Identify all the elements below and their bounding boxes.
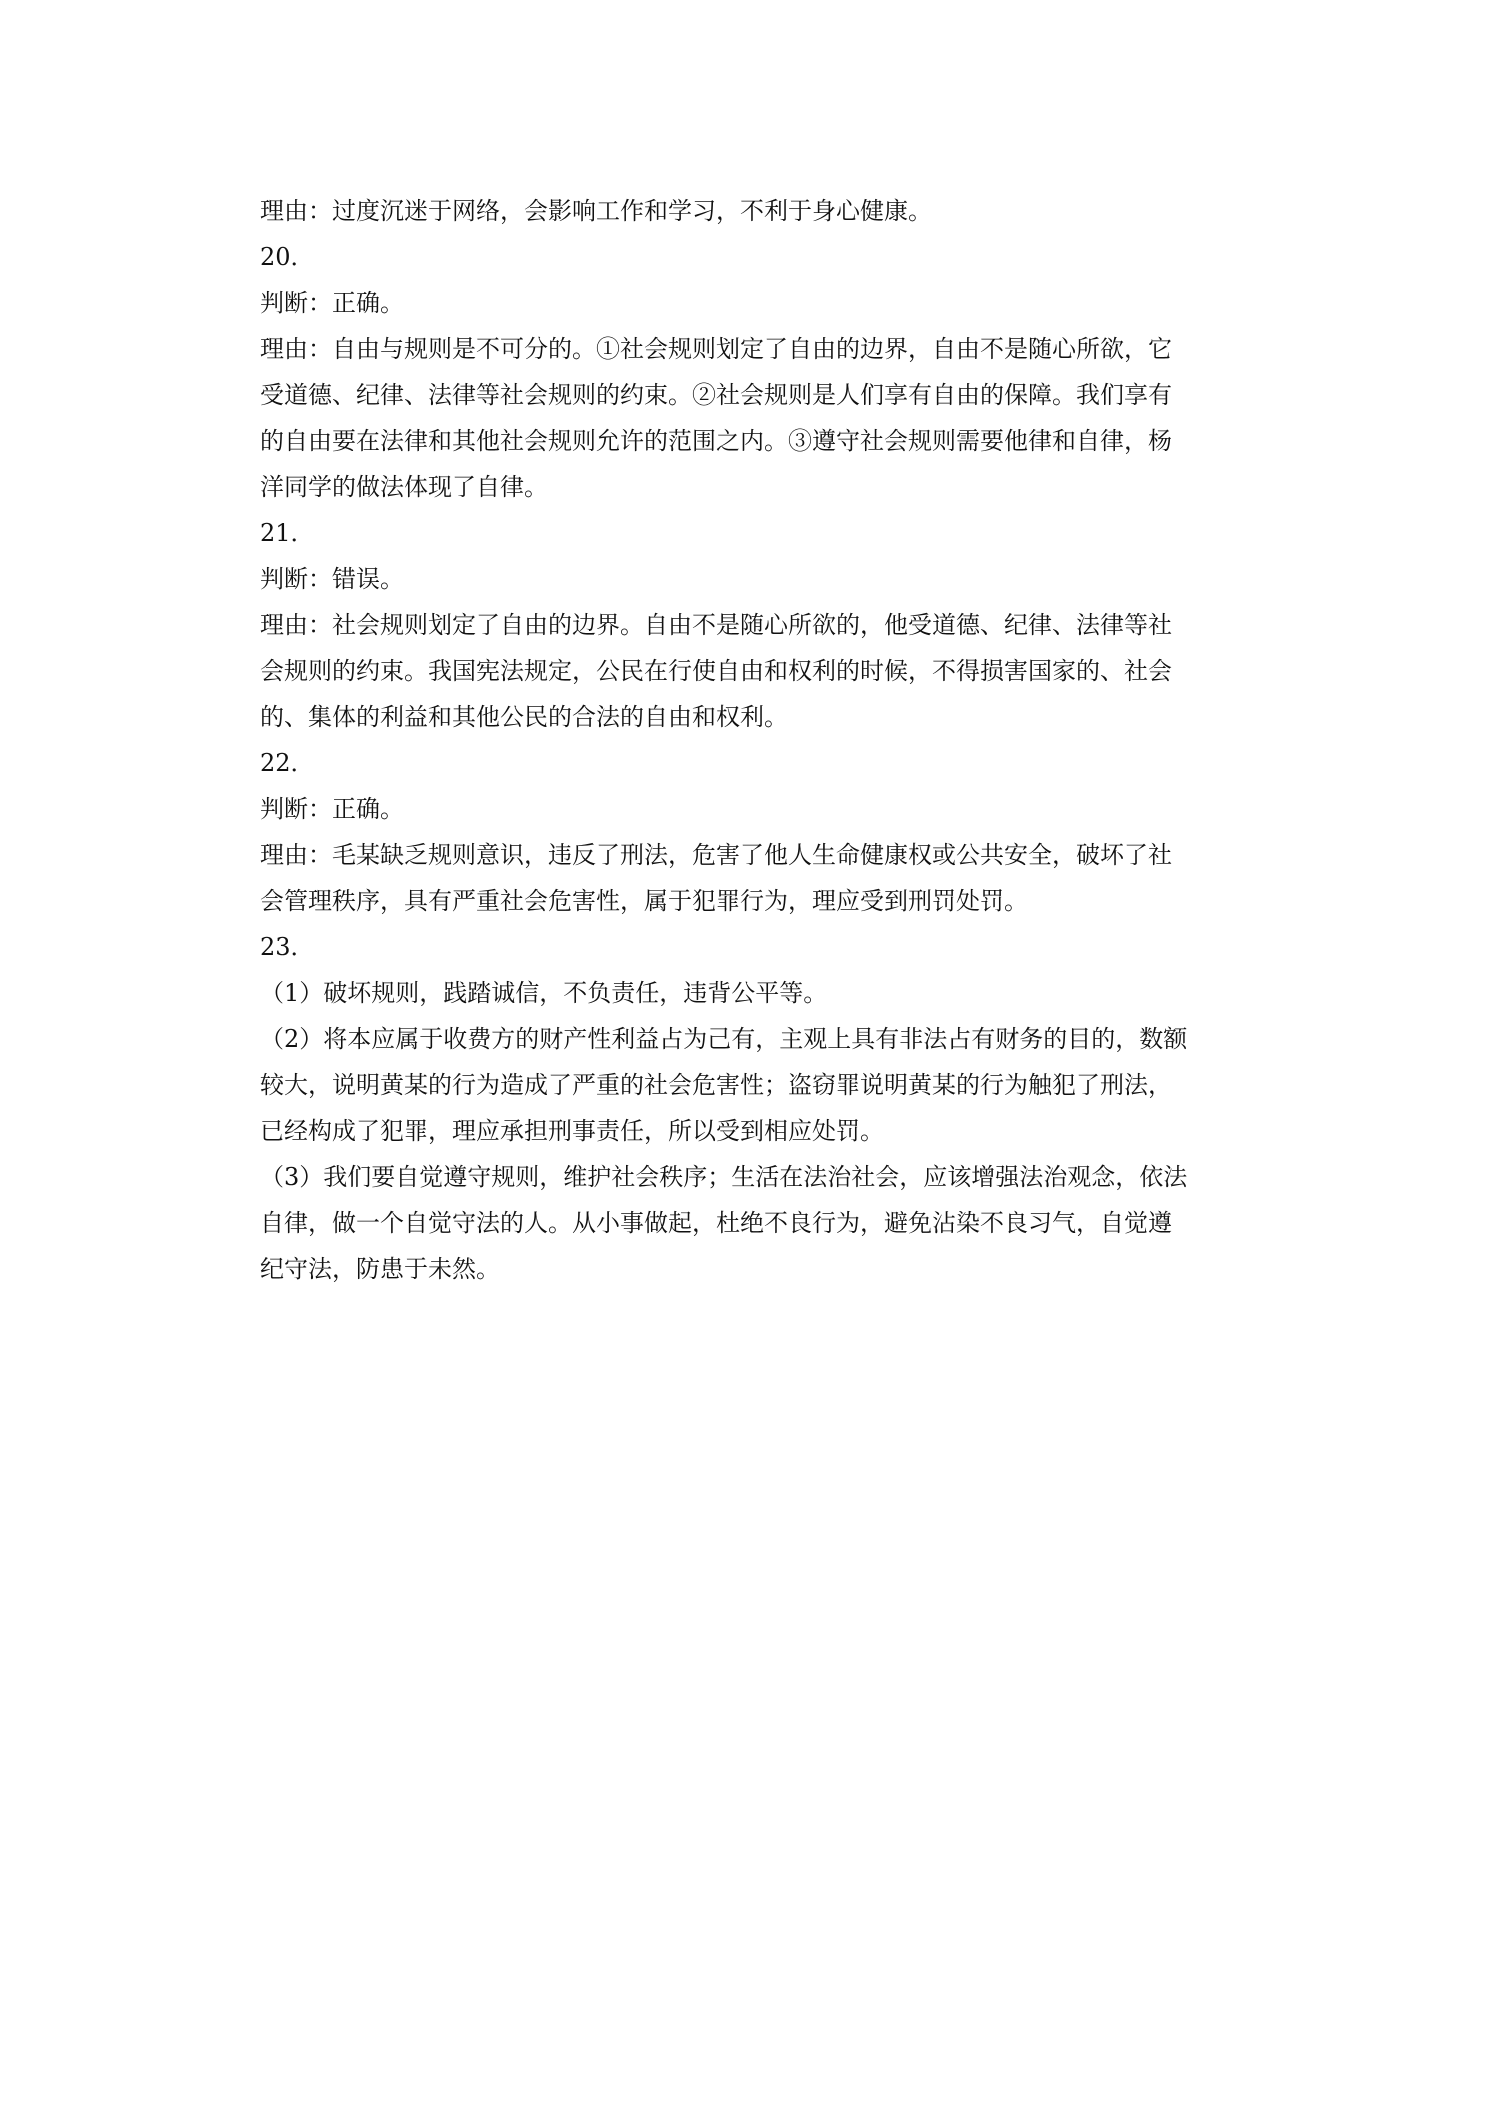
sub-answer-2: 较大，说明黄某的行为造成了严重的社会危害性；盗窃罪说明黄某的行为触犯了刑法，: [260, 1071, 1172, 1099]
question-number-23: 23．: [260, 933, 315, 961]
reason-line: 受道德、纪律、法律等社会规则的约束。②社会规则是人们享有自由的保障。我们享有: [260, 381, 1172, 409]
reason-line: 的自由要在法律和其他社会规则允许的范围之内。③遵守社会规则需要他律和自律，杨: [260, 427, 1172, 455]
reason-line: 理由：社会规则划定了自由的边界。自由不是随心所欲的，他受道德、纪律、法律等社: [260, 611, 1172, 639]
judgment-line: 判断：正确。: [260, 289, 404, 317]
sub-answer-1: （1）破坏规则，践踏诚信，不负责任，违背公平等。: [260, 979, 828, 1007]
judgment-line: 判断：错误。: [260, 565, 404, 593]
sub-answer-3: 自律，做一个自觉守法的人。从小事做起，杜绝不良行为，避免沾染不良习气，自觉遵: [260, 1209, 1172, 1237]
sub-answer-3: （3）我们要自觉遵守规则，维护社会秩序；生活在法治社会，应该增强法治观念，依法: [260, 1163, 1188, 1191]
judgment-line: 判断：正确。: [260, 795, 404, 823]
reason-line: 会管理秩序，具有严重社会危害性，属于犯罪行为，理应受到刑罚处罚。: [260, 887, 1028, 915]
question-number-20: 20．: [260, 243, 315, 271]
reason-line: 理由：过度沉迷于网络，会影响工作和学习，不利于身心健康。: [260, 197, 932, 225]
sub-answer-2: （2）将本应属于收费方的财产性利益占为己有，主观上具有非法占有财务的目的，数额: [260, 1025, 1188, 1053]
sub-answer-2: 已经构成了犯罪，理应承担刑事责任，所以受到相应处罚。: [260, 1117, 884, 1145]
sub-answer-3: 纪守法，防患于未然。: [260, 1255, 500, 1283]
question-number-22: 22．: [260, 749, 315, 777]
reason-line: 理由：自由与规则是不可分的。①社会规则划定了自由的边界，自由不是随心所欲，它: [260, 335, 1172, 363]
reason-line: 理由：毛某缺乏规则意识，违反了刑法，危害了他人生命健康权或公共安全，破坏了社: [260, 841, 1172, 869]
question-number-21: 21．: [260, 519, 315, 547]
reason-line: 洋同学的做法体现了自律。: [260, 473, 548, 501]
reason-line: 会规则的约束。我国宪法规定，公民在行使自由和权利的时候，不得损害国家的、社会: [260, 657, 1172, 685]
answer-text-block: [260, 188, 1260, 1292]
reason-line: 的、集体的利益和其他公民的合法的自由和权利。: [260, 703, 788, 731]
